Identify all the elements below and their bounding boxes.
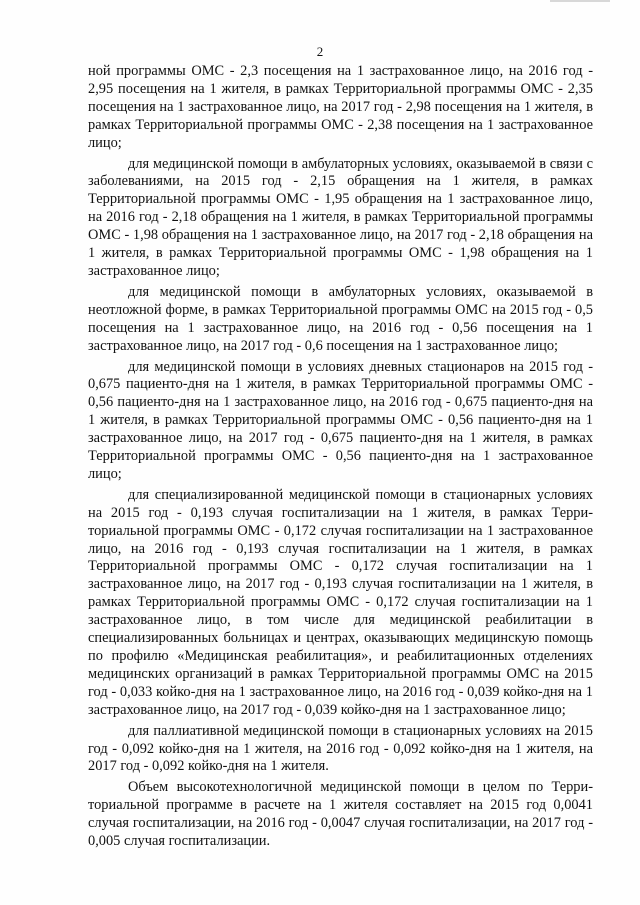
page-number: 2 — [316, 44, 324, 59]
document-body — [88, 63, 593, 854]
paragraph-high-tech: Объем высокотехнологичной медицинской помощи в целом по Территориальной программе в расчете на 1 жителя составляет на 2015 год 0,0041 случая госпитализации, на 2016 год - 0,0047 случая госпитализации, на 2017 год - 0,005 случая госпитализации. — [88, 779, 593, 850]
paragraph-ambulatory-urgent: для медицинской помощи в амбулаторных условиях, оказываемой в неотложной форме, в рамках Территориальной программы ОМС на 2015 год - 0,5 посещения на 1 застрахованное лицо, на 2016 год - 0,56 посещения на 1 застрахованное лицо, на 2017 год - 0,6 посещения на 1 застрахованное лицо; — [88, 283, 593, 354]
paragraph-ambulatory-disease: для медицинской помощи в амбулаторных условиях, оказываемой в связи с заболеваниями, на 2015 год - 2,15 обращения на 1 жителя, в рамках Территориальной программы ОМС - 1,95 обращения на 1 застрахованное лицо, на 2016 год - 2,18 обращения на 1 жителя, в рамках Территориальной программы ОМС - 1,98 обращения на 1 застрахованное лицо, на 2017 год - 2,18 обращения на 1 жителя, в рамках Территориальной программы ОМС - 1,98 обращения на 1 застрахованное лицо; — [88, 155, 593, 279]
paragraph-continuation: ной программы ОМС - 2,3 посещения на 1 застрахованное лицо, на 2016 год - 2,95 посещения на 1 жителя, в рамках Территориальной программы ОМС - 2,35 посещения на 1 застрахованное лицо, на 2017 год - 2,98 посещения на 1 жителя, в рамках Территориальной программы ОМС - 2,38 посещения на 1 застрахованное лицо; — [88, 63, 593, 151]
paragraph-specialized-inpatient: для специализированной медицинской помощи в стационарных условиях на 2015 год - 0,193 случая госпитализации на 1 жителя, в рамках Территориальной программы ОМС - 0,172 случая госпитализации на 1 застрахованное лицо, на 2016 год - 0,193 случая госпитализации на 1 жителя, в рамках Территориальной программы ОМС - 0,172 случая госпитализации на 1 застрахованное лицо, на 2017 год - 0,193 случая госпитализации на 1 жителя, в рамках Территориальной программы ОМС - 0,172 случая госпитализации на 1 застрахованное лицо, в том числе для медицинской реабилитации в специализированных больницах и центрах, оказывающих медицинскую помощь по профилю «Медицинская реабилитация», и реабилитационных отделениях медицинских организаций в рамках Территориальной программы ОМС на 2015 год - 0,033 койко-дня на 1 застрахованное лицо, на 2016 год - 0,039 койко-дня на 1 застрахованное лицо, на 2017 год - 0,039 койко-дня на 1 застрахованное лицо; — [88, 486, 593, 718]
paragraph-day-hospital: для медицинской помощи в условиях дневных стационаров на 2015 год - 0,675 пациенто-дня на 1 жителя, в рамках Территориальной программы ОМС - 0,56 пациенто-дня на 1 застрахованное лицо, на 2016 год - 0,675 пациенто-дня на 1 жителя, в рамках Территориальной программы ОМС - 0,56 пациенто-дня на 1 застрахованное лицо, на 2017 год - 0,675 пациенто-дня на 1 жителя, в рамках Территориальной программы ОМС - 0,56 пациенто-дня на 1 застрахованное лицо; — [88, 358, 593, 482]
paragraph-palliative: для паллиативной медицинской помощи в стационарных условиях на 2015 год - 0,092 койко-дня на 1 жителя, на 2016 год - 0,092 койко-дня на 1 жителя, на 2017 год - 0,092 койко-дня на 1 жителя. — [88, 722, 593, 775]
scan-edge-mark — [550, 0, 610, 2]
